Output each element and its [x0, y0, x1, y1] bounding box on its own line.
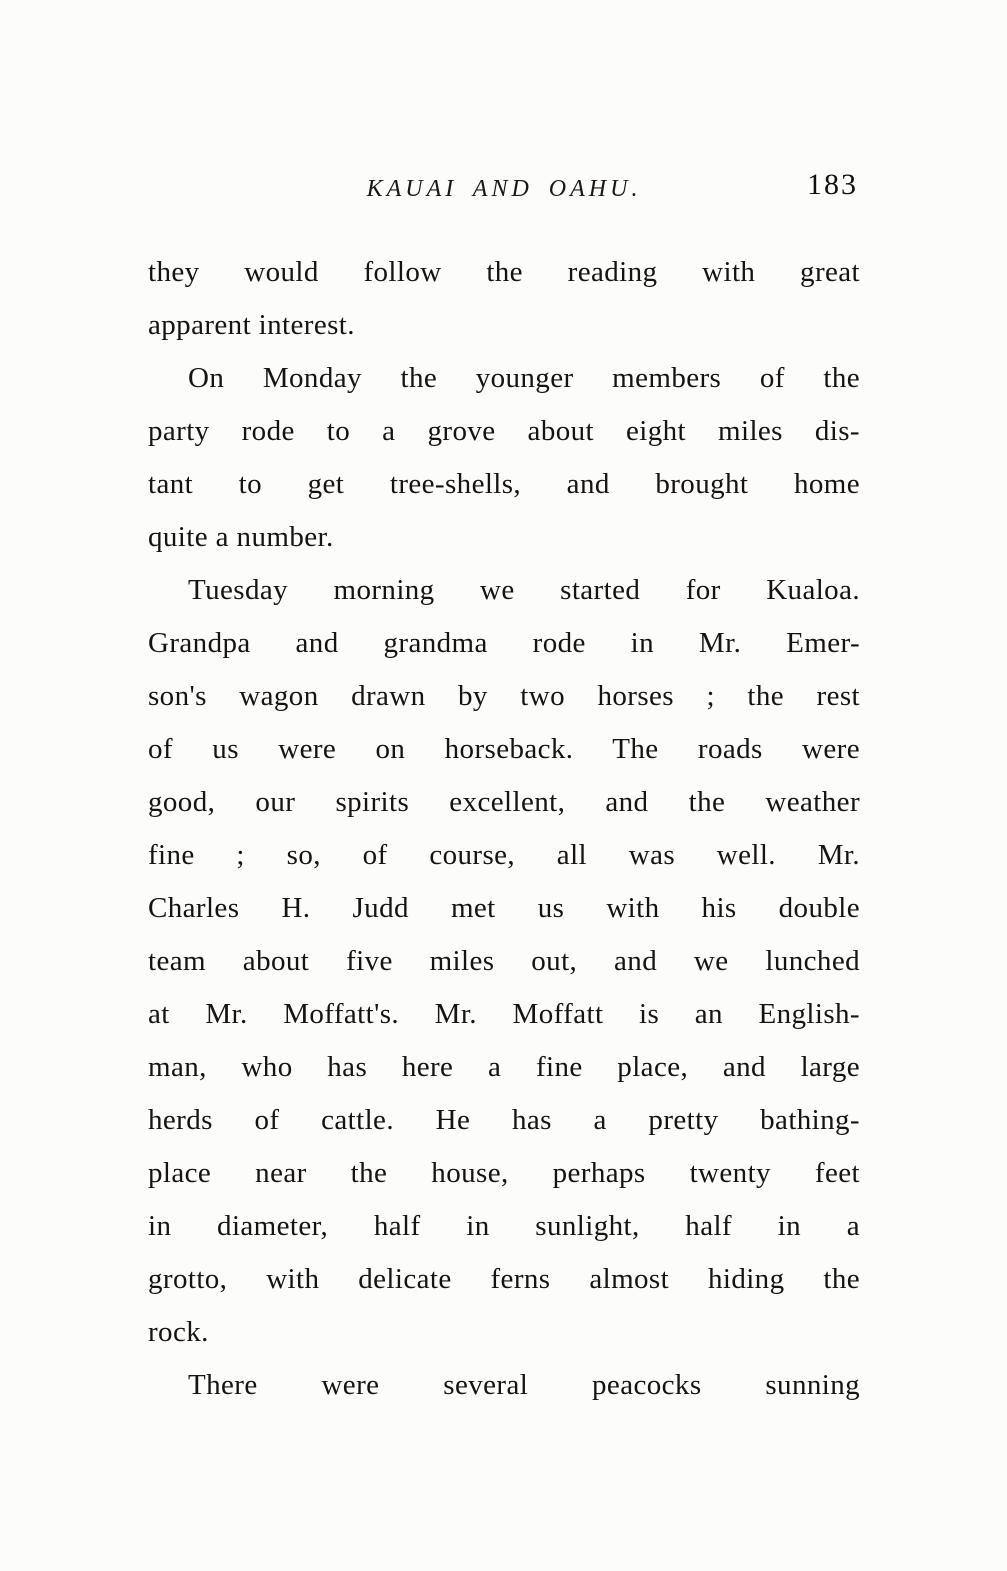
text-line: party rode to a grove about eight miles dis-	[148, 415, 860, 447]
text-line: On Monday the younger members of the	[188, 362, 860, 394]
running-header	[148, 168, 860, 212]
text-line: at Mr. Moffatt's. Mr. Moffatt is an English-	[148, 998, 860, 1030]
text-line: quite a number.	[148, 521, 334, 553]
text-block	[148, 168, 860, 1412]
paragraph	[148, 564, 860, 1359]
text-line: of us were on horseback. The roads were	[148, 733, 860, 765]
paragraph	[148, 352, 860, 564]
text-line: rock.	[148, 1316, 209, 1348]
paragraph	[148, 1359, 860, 1412]
text-line: team about five miles out, and we lunched	[148, 945, 860, 977]
text-line: apparent interest.	[148, 309, 355, 341]
page-number: 183	[807, 168, 858, 201]
header-title: KAUAI AND OAHU.	[366, 176, 642, 202]
text-line: fine ; so, of course, all was well. Mr.	[148, 839, 860, 871]
text-line: in diameter, half in sunlight, half in a	[148, 1210, 860, 1242]
text-line: place near the house, perhaps twenty feet	[148, 1157, 860, 1189]
text-line: tant to get tree-shells, and brought home	[148, 468, 860, 500]
text-line: Grandpa and grandma rode in Mr. Emer-	[148, 627, 860, 659]
text-line: herds of cattle. He has a pretty bathing-	[148, 1104, 860, 1136]
text-line: man, who has here a fine place, and large	[148, 1051, 860, 1083]
text-line: grotto, with delicate ferns almost hiding the	[148, 1263, 860, 1295]
page-body	[148, 246, 860, 1412]
text-line: good, our spirits excellent, and the weather	[148, 786, 860, 818]
text-line: Charles H. Judd met us with his double	[148, 892, 860, 924]
text-line: son's wagon drawn by two horses ; the rest	[148, 680, 860, 712]
text-line: There were several peacocks sunning	[188, 1369, 860, 1401]
paragraph	[148, 246, 860, 352]
text-line: they would follow the reading with great	[148, 256, 860, 288]
text-line: Tuesday morning we started for Kualoa.	[188, 574, 860, 606]
